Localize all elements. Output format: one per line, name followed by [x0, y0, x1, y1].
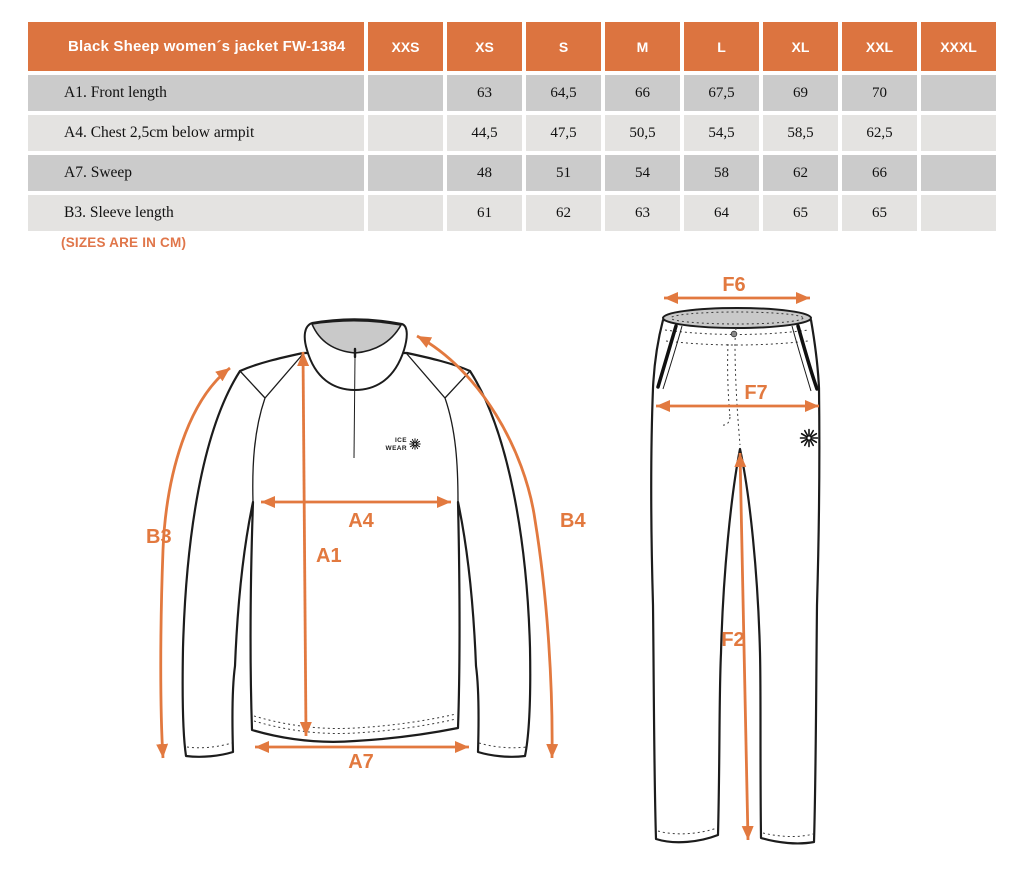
value-cell: 64 [684, 195, 759, 231]
value-cell: 48 [447, 155, 522, 191]
table-row-sweep [28, 155, 996, 191]
measurement-label: A7. Sweep [28, 155, 364, 191]
size-header-xl: XL [763, 22, 838, 71]
value-cell [368, 75, 443, 111]
value-cell: 70 [842, 75, 917, 111]
label-a1: A1 [316, 545, 342, 567]
value-cell: 47,5 [526, 115, 601, 151]
pants-diagram [630, 275, 850, 875]
value-cell: 61 [447, 195, 522, 231]
label-f7: F7 [744, 382, 768, 404]
value-cell [921, 75, 996, 111]
value-cell: 62 [763, 155, 838, 191]
label-f2: F2 [721, 629, 745, 651]
jacket-body [183, 353, 531, 757]
size-header-xs: XS [447, 22, 522, 71]
table-row-front-length [28, 75, 996, 111]
value-cell: 58 [684, 155, 759, 191]
value-cell: 62,5 [842, 115, 917, 151]
value-cell: 66 [842, 155, 917, 191]
value-cell: 44,5 [447, 115, 522, 151]
size-table-header-row [28, 22, 996, 71]
size-header-l: L [684, 22, 759, 71]
label-b4: B4 [560, 510, 586, 532]
value-cell [921, 195, 996, 231]
waist-button [731, 331, 737, 337]
value-cell [921, 115, 996, 151]
label-a4: A4 [348, 510, 374, 532]
value-cell: 63 [605, 195, 680, 231]
measurement-label: A1. Front length [28, 75, 364, 111]
value-cell: 54 [605, 155, 680, 191]
value-cell: 63 [447, 75, 522, 111]
value-cell: 62 [526, 195, 601, 231]
size-header-xxxl: XXXL [921, 22, 996, 71]
pants-drawing [651, 275, 819, 843]
value-cell: 67,5 [684, 75, 759, 111]
value-cell: 65 [842, 195, 917, 231]
value-cell: 50,5 [605, 115, 680, 151]
size-header-xxs: XXS [368, 22, 443, 71]
value-cell: 65 [763, 195, 838, 231]
jacket-drawing [146, 319, 586, 773]
value-cell [921, 155, 996, 191]
table-row-chest [28, 115, 996, 151]
label-a7: A7 [348, 751, 374, 773]
measurement-label: A4. Chest 2,5cm below armpit [28, 115, 364, 151]
sizes-note: (SIZES ARE IN CM) [61, 235, 187, 250]
value-cell [368, 115, 443, 151]
pants-waist-opening [663, 308, 811, 328]
value-cell: 51 [526, 155, 601, 191]
logo-text-wear: WEAR [385, 445, 407, 452]
measurement-label: B3. Sleeve length [28, 195, 364, 231]
value-cell [368, 155, 443, 191]
size-header-s: S [526, 22, 601, 71]
value-cell [368, 195, 443, 231]
table-row-sleeve-length [28, 195, 996, 231]
logo-text-ice: ICE [394, 437, 407, 444]
value-cell: 64,5 [526, 75, 601, 111]
table-title: Black Sheep women´s jacket FW-1384 [28, 22, 364, 71]
label-b3: B3 [146, 526, 172, 548]
label-f6: F6 [722, 275, 746, 296]
value-cell: 66 [605, 75, 680, 111]
value-cell: 58,5 [763, 115, 838, 151]
size-header-m: M [605, 22, 680, 71]
size-table [24, 18, 1000, 235]
size-header-xxl: XXL [842, 22, 917, 71]
pants-body [651, 320, 819, 843]
value-cell: 69 [763, 75, 838, 111]
jacket-diagram [140, 290, 610, 800]
value-cell: 54,5 [684, 115, 759, 151]
